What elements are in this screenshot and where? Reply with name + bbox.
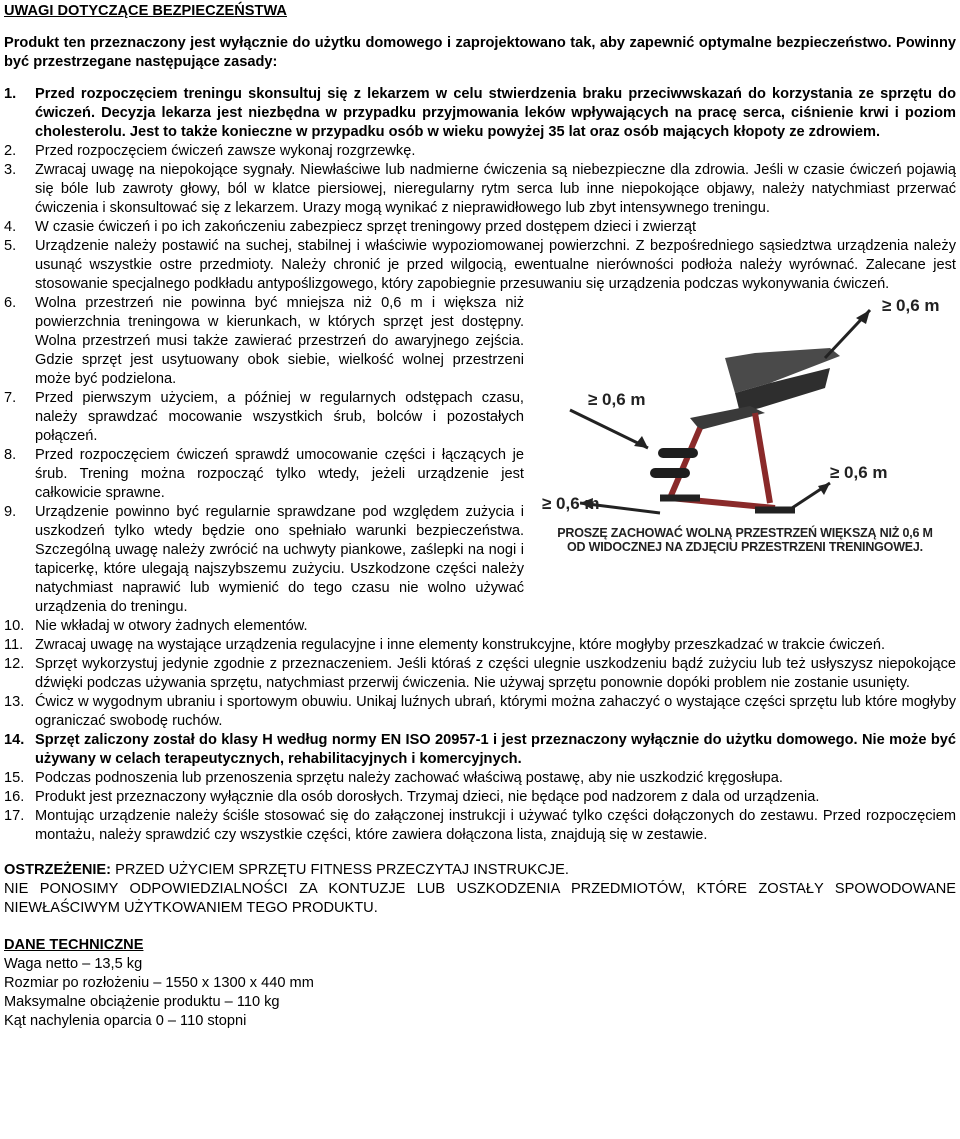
item-number: 7. [4, 390, 17, 406]
item-number: 9. [4, 504, 17, 520]
item-text: Urządzenie należy postawić na suchej, stabilnej i właściwie wypoziomowanej powierzchni. Z bezpośredniego sąsiedztwa urządzenia należy usunąć wszystkie ostre przedmioty. Należy chronić je przed wilgocią, ewentualne nierówności podłoża należy wyrównać. Zalecane jest stosowanie specjalnego podkładu antypoślizgowego, który zapobiegnie przesuwaniu się urządzenia podczas wykonywania ćwiczeń. [35, 238, 956, 292]
clearance-label: ≥ 0,6 m [588, 390, 646, 409]
item-text: Przed rozpoczęciem ćwiczeń sprawdź umocowanie części i łączących je śrub. Trening można rozpocząć tylko wtedy, jeżeli urządzenie jest całkowicie sprawne. [35, 447, 524, 501]
list-item [4, 693, 956, 731]
item-number: 14. [4, 732, 25, 748]
item-text: Przed rozpoczęciem treningu skonsultuj się z lekarzem w celu stwierdzenia braku przeciwwskazań do korzystania ze sprzętu do ćwiczeń. Decyzja lekarza jest niezbędna w przypadku przyjmowania leków wpływających na pracę serca, ciśnienie krwi i poziom cholesterolu. Jest to także konieczne w przypadku osób w wieku powyżej 35 lat oraz osób mających kłopoty ze zdrowiem. [35, 86, 956, 140]
tech-heading: DANE TECHNICZNE [4, 937, 144, 953]
item-number: 17. [4, 808, 25, 824]
item-text: Podczas podnoszenia lub przenoszenia sprzętu należy zachować właściwą postawę, aby nie uszkodzić kręgosłupa. [35, 770, 783, 786]
clearance-label: ≥ 0,6 m [882, 296, 940, 315]
item-text: Zwracaj uwagę na wystające urządzenia regulacyjne i inne elementy konstrukcyjne, które mogłyby przeszkadzać w trakcie ćwiczeń. [35, 637, 886, 653]
item-number: 5. [4, 238, 17, 254]
warning-label: OSTRZEŻENIE: [4, 862, 112, 878]
item-number: 8. [4, 447, 17, 463]
list-item [4, 389, 524, 446]
item-number: 2. [4, 143, 17, 159]
item-text: Przed rozpoczęciem ćwiczeń zawsze wykonaj rozgrzewkę. [35, 143, 416, 159]
frame-front [670, 428, 700, 498]
list-item [4, 731, 956, 769]
item-number: 4. [4, 219, 17, 235]
warning-line-1 [4, 861, 956, 880]
spec-line: Waga netto – 13,5 kg [4, 956, 143, 972]
spec-line: Maksymalne obciążenie produktu – 110 kg [4, 994, 280, 1010]
tech-specs [4, 936, 956, 1031]
item-number: 13. [4, 694, 25, 710]
warning-block [4, 861, 956, 918]
item-text: Przed pierwszym użyciem, a później w regularnych odstępach czasu, należy sprawdzać mocowanie wszystkich śrub, bolców i pozostałych połączeń. [35, 390, 524, 444]
figure-caption: PROSZĘ ZACHOWAĆ WOLNĄ PRZESTRZEŃ WIĘKSZĄ NIŻ 0,6 M OD WIDOCZNEJ NA ZDJĘCIU PRZESTRZENI TRENINGOWEJ. [557, 526, 933, 554]
bench-figure [530, 298, 956, 568]
list-item [4, 237, 956, 294]
disclaimer-text: NIE PONOSIMY ODPOWIEDZIALNOŚCI ZA KONTUZJE LUB USZKODZENIA PRZEDMIOTÓW, KTÓRE ZOSTAŁY SPOWODOWANE NIEWŁAŚCIWYM UŻYTKOWANIEM TEGO PRODUKTU. [4, 881, 956, 916]
frame-rear [755, 413, 770, 503]
item-number: 11. [4, 637, 24, 653]
warning-text: PRZED UŻYCIEM SPRZĘTU FITNESS PRZECZYTAJ INSTRUKCJE. [111, 862, 569, 878]
item-number: 15. [4, 770, 25, 786]
clearance-label: ≥ 0,6 m [830, 463, 888, 482]
item-number: 6. [4, 295, 17, 311]
list-item [4, 655, 956, 693]
list-item [4, 142, 956, 161]
item-number: 12. [4, 656, 25, 672]
leg-pad-1 [658, 448, 698, 458]
list-item [4, 85, 956, 142]
item-number: 10. [4, 618, 25, 634]
clearance-label: ≥ 0,6 m [542, 494, 600, 513]
intro-paragraph: Produkt ten przeznaczony jest wyłącznie do użytku domowego i zaprojektowano tak, aby zapewnić optymalne bezpieczeństwo. Powinny być przestrzegane następujące zasady: [4, 35, 956, 70]
item-text: Produkt jest przeznaczony wyłącznie dla osób dorosłych. Trzymaj dzieci, nie będące pod nadzorem z dala od urządzenia. [35, 789, 820, 805]
item-text: Montując urządzenie należy ściśle stosować się do załączonej instrukcji i używać tylko części dołączonych do zestawu. Przed rozpoczęciem montażu, należy sprawdzić czy wszystkie części, które zawiera dołączona lista, znajdują się w zestawie. [35, 808, 956, 843]
figure-wrap-area [4, 294, 956, 617]
list-item [4, 617, 956, 636]
list-item [4, 503, 524, 617]
list-item [4, 788, 956, 807]
item-text: Sprzęt wykorzystuj jedynie zgodnie z przeznaczeniem. Jeśli któraś z części ulegnie uszkodzeniu bądź zużyciu lub też usłyszysz niepokojące dźwięki podczas używania sprzętu, natychmiast przerwij ćwiczenia. Nie używaj sprzętu ponownie dopóki problem nie zostanie usunięty. [35, 656, 956, 691]
list-item [4, 769, 956, 788]
item-number: 3. [4, 162, 17, 178]
list-item [4, 218, 956, 237]
list-item [4, 294, 524, 389]
item-text: Nie wkładaj w otwory żadnych elementów. [35, 618, 308, 634]
spec-line: Rozmiar po rozłożeniu – 1550 x 1300 x 440 mm [4, 975, 314, 991]
item-text: Urządzenie powinno być regularnie sprawdzane pod względem zużycia i uszkodzeń tylko wtedy będzie ono spełniało warunki bezpieczeństwa. Szczególną uwagę należy zwrócić na uchwyty piankowe, zaślepki na nogi i tapicerkę, które ulegają najszybszemu zużyciu. Uszkodzone części należy natychmiast naprawić lub wymienić do tego czasu nie wolno używać urządzenia do treningu. [35, 504, 524, 615]
list-item [4, 807, 956, 845]
item-text: Zwracaj uwagę na niepokojące sygnały. Niewłaściwe lub nadmierne ćwiczenia są niebezpieczne dla zdrowia. Jeśli w czasie ćwiczeń pojawią się bóle lub zawroty głowy, ból w klatce piersiowej, nieregularny rytm serca lub inne niepokojące objawy, należy natychmiast przerwać ćwiczenia i skonsultować się z lekarzem. Urazy mogą wynikać z nieprawidłowego lub zbyt intensywnego treningu. [35, 162, 956, 216]
item-text: Wolna przestrzeń nie powinna być mniejsza niż 0,6 m i większa niż powierzchnia treningowa w kierunkach, w których sprzęt jest dostępny. Wolna przestrzeń musi także zawierać przestrzeń do awaryjnego zejścia. Gdzie sprzęt jest usytuowany obok siebie, wielkość wolnej przestrzeni może być podzielona. [35, 295, 524, 387]
document-page [4, 2, 956, 1031]
item-text: Sprzęt zaliczony został do klasy H według normy EN ISO 20957-1 i jest przeznaczony wyłącznie do użytku domowego. Nie może być używany w celach terapeutycznych, rehabilitacyjnych i komercyjnych. [35, 732, 956, 767]
list-item [4, 161, 956, 218]
leg-pad-2 [650, 468, 690, 478]
list-item [4, 446, 524, 503]
item-number: 16. [4, 789, 25, 805]
list-item [4, 636, 956, 655]
spec-line: Kąt nachylenia oparcia 0 – 110 stopni [4, 1013, 247, 1029]
item-text: W czasie ćwiczeń i po ich zakończeniu zabezpiecz sprzęt treningowy przed dostępem dzieci i zwierząt [35, 219, 697, 235]
item-text: Ćwicz w wygodnym ubraniu i sportowym obuwiu. Unikaj luźnych ubrań, którymi można zahaczyć o wystające części sprzętu lub które mogłyby ograniczać swobodę ruchów. [35, 694, 956, 729]
arrow-left-top [570, 410, 648, 448]
item-number: 1. [4, 86, 17, 102]
page-title: UWAGI DOTYCZĄCE BEZPIECZEŃSTWA [4, 3, 287, 19]
